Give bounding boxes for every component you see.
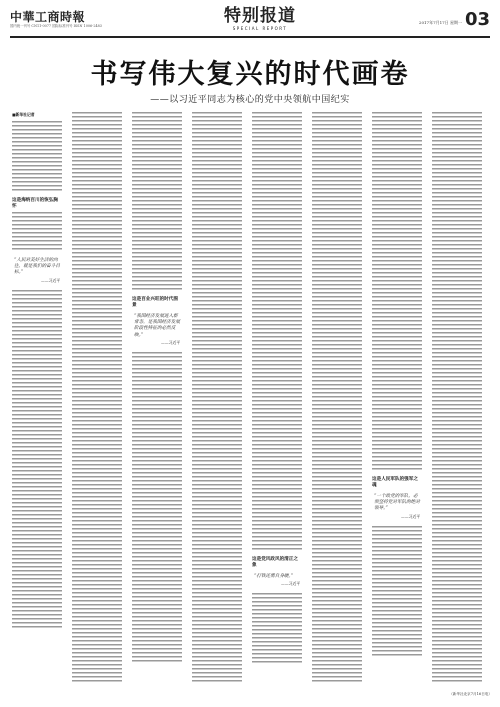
paper-meta: 国内统一刊号 CN11-0077 国际标准刊号 ISSN 1006-2483	[10, 24, 102, 28]
quote-source: ——习近平	[161, 339, 180, 345]
body-text	[372, 112, 422, 472]
section-heading: 这是海纳百川的恢弘胸怀	[12, 198, 58, 209]
quote-text: “一个政党的军队，必须坚持党对军队的绝对领导。”	[374, 494, 420, 512]
body-text	[312, 112, 362, 682]
body-text	[192, 112, 242, 682]
section-heading: 这是人民军队的强军之魂	[372, 477, 418, 488]
body-text	[12, 212, 62, 252]
article-column-7	[372, 112, 422, 690]
section-subtitle: SPECIAL REPORT	[232, 26, 288, 31]
section-logo	[200, 6, 320, 31]
issue-date: 2017年7月17日 星期一	[418, 20, 462, 25]
subheadline: ——以习近平同志为核心的党中央领航中国纪实	[150, 95, 350, 105]
section-heading: 这是百业兴旺的时代图景	[132, 297, 178, 308]
body-text	[132, 352, 182, 662]
headline: 书写伟大复兴的时代画卷	[90, 59, 410, 90]
quote-text: “我国经济发展进入新常态，是我国经济发展阶段性特征的必然反映。”	[134, 314, 180, 338]
quote-source: ——习近平	[281, 581, 300, 587]
section-heading: 这是党风政风的清正之象	[252, 557, 298, 568]
article-column-5	[252, 112, 302, 690]
body-text	[12, 121, 62, 193]
byline: ■新华社记者	[12, 112, 35, 117]
section-title: 特别报道	[224, 6, 296, 26]
article-column-4	[192, 112, 242, 690]
article-column-3	[132, 112, 182, 690]
pull-quote	[374, 492, 420, 522]
quote-source: ——习近平	[401, 513, 420, 519]
pull-quote	[254, 572, 300, 589]
body-text	[252, 593, 302, 663]
body-text	[132, 112, 182, 292]
article-column-2	[72, 112, 122, 690]
body-text	[72, 112, 122, 682]
article-column-1	[12, 112, 62, 690]
quote-text: “打铁还需自身硬。”	[254, 574, 294, 579]
article-column-8	[432, 112, 482, 690]
pull-quote	[134, 312, 180, 348]
body-text	[432, 112, 482, 682]
masthead	[10, 6, 490, 38]
page-number: 03	[464, 9, 490, 30]
dateline-footer: （新华社北京7月16日电）	[449, 692, 492, 696]
quote-source: ——习近平	[41, 277, 60, 283]
body-text	[252, 112, 302, 552]
paper-name: 中華工商時報	[10, 10, 86, 24]
body-text	[12, 290, 62, 630]
quote-text: “人民对美好生活的向往，就是我们的奋斗目标。”	[14, 258, 60, 276]
pull-quote	[14, 256, 60, 286]
article-column-6	[312, 112, 362, 690]
body-text	[372, 526, 422, 656]
